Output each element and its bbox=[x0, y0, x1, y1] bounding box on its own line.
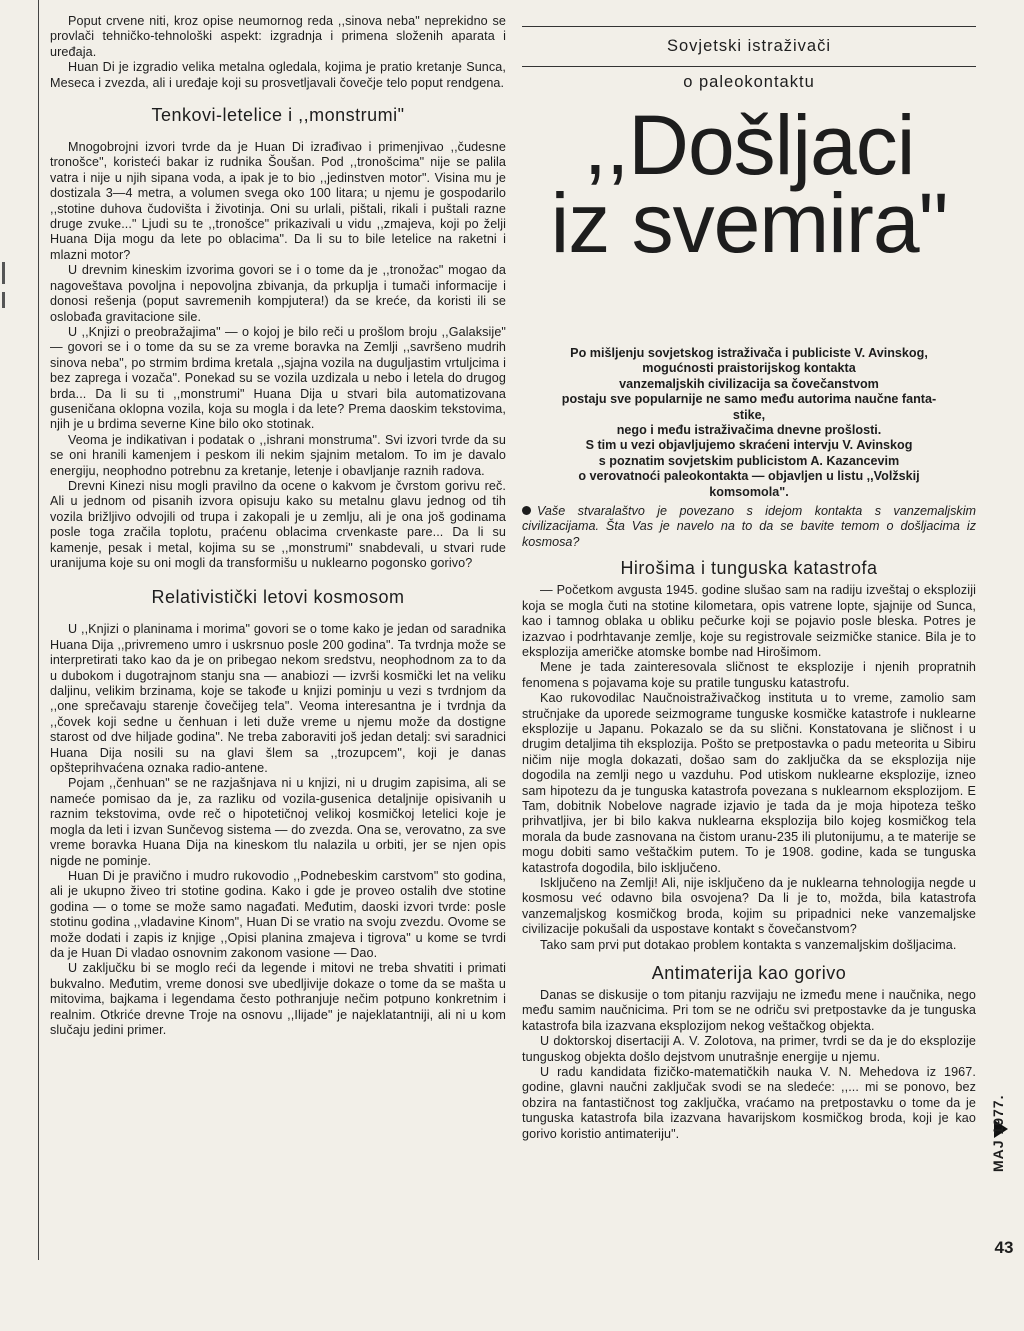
scan-edge-mark bbox=[2, 292, 5, 308]
question-text: Vaše stvaralaštvo je povezano s idejom kontakta s vanzemaljskim civilizacijama. Šta Vas je navelo na to da se bavite temom o došljacima iz kosmosa? bbox=[522, 504, 976, 549]
lead-line: stike, bbox=[732, 407, 766, 422]
paragraph: Poput crvene niti, kroz opise neumornog reda ,,sinova neba" neprekidno se provlači tehničko-tehnološki aspekt: izgradnja i primena složenih aparata i uređaja. bbox=[50, 14, 506, 59]
article-kicker: Sovjetski istraživači bbox=[666, 37, 832, 55]
left-column bbox=[50, 14, 506, 1038]
page-footer-strip bbox=[984, 1000, 1024, 1300]
paragraph: Danas se diskusije o tom pitanju razvijaju ne između mene i naučnika, nego među samim naučnicima. Pri tom se ne odriču svi pretpostavke da je tunguska katastrofa bila izazvana eksplozijom nekog veštačkog objekta. bbox=[522, 988, 976, 1033]
scan-edge-mark bbox=[2, 262, 5, 284]
paragraph: U radu kandidata fizičko-matematičkih nauka V. N. Mehedova iz 1967. godine, glavni naučni zaključak svodi se na sledeće: ,,... mi se ponovo, bez obzira na fantastičnost tog zaključka, vraćamo na pretpostavku o tome da je tunguska katastrofa bila izazvana havarijskom kosmičkog broda, koji je kao gorivo koristio antimateriju". bbox=[522, 1065, 976, 1141]
lead-line: Po mišljenju sovjetskog istraživača i publiciste V. Avinskog, bbox=[570, 346, 928, 360]
section-heading: Relativistički letovi kosmosom bbox=[151, 587, 405, 608]
headline-line: ,,Došljaci bbox=[583, 98, 915, 192]
paragraph: U drevnim kineskim izvorima govori se i o tome da je ,,tronožac" mogao da nagoveštava povoljna i nepovoljna zbivanja, da prkuplja i tumači informacije i donosi rešenja (poput savremenih kompjutera!) da se kreće, da koristi ili se oslobađa gravitacione sile. bbox=[50, 263, 506, 324]
headline-line: iz svemira" bbox=[550, 176, 948, 270]
column-rule bbox=[38, 0, 39, 1260]
paragraph: U doktorskoj disertaciji A. V. Zolotova, na primer, tvrdi se da je do eksplozije tunguskog objekta došlo dejstvom unutrašnje energije u njemu. bbox=[522, 1034, 976, 1064]
lead-line: S tim u vezi objavljujemo skraćeni intervju V. Avinskog bbox=[585, 438, 913, 453]
paragraph: U ,,Knjizi o planinama i morima" govori se o tome kako je jedan od saradnika Huana Dija ,,privremeno umro i uskrsnuo posle 200 godina". Ta tvrdnja može se interpretirati tako kao da je on pribegao nekom sredstvu, neophodnom za to da u dubokom i dugotrajnom stanju sna — anabiozi — izvrši kosmički let na veliku daljinu, velikim brzinama, koje se takođe u knjizi pominju u vezi s tvrdnjom da ,,one sprečavaju starenje čovečijeg tela". Veoma interesantna je i tvrdnja da ,,čovek koji sedne u čenhuan i leti duže vreme u njemu može da dostigne starost od dve hiljade godina". Ne treba zaboraviti još jedan detalj: svi saradnici Huana Dija nosili su na glavi šlem sa ,,trozupcem", koji je danas opšteprihvaćena oznaka radio-antene. bbox=[50, 622, 506, 776]
article-headline bbox=[522, 98, 976, 270]
paragraph: Veoma je indikativan i podatak o ,,ishrani monstruma". Svi izvori tvrde da su se oni hranili kamenjem i peskom ili nekim sjajnim metalom. To im je davalo energiju, neophodno potrebnu za kretanje, letenje i obavljanje raznih radova. bbox=[50, 432, 506, 478]
lead-line: nego i među istraživačima dnevne prošlosti. bbox=[616, 423, 882, 438]
paragraph: Kao rukovodilac Naučnoistraživačkog instituta u to vreme, zamolio sam stručnjake da uporede seizmograme tunguske kosmičke katastrofe i nuklearne eksplozije u Japanu. Pokazalo se da su slični. Konstatovana je sličnost i u drugim detaljima tih eksplozija. Pošto se pretpostavka o padu meteorita u Sibiru ničim nije mogla dokazati, došao sam do zaključka da se eksplozija nije dogodila na zemlji nego u vazduhu. Pod utiskom nuklearne eksplozije, izneo sam hipotezu da je tunguska katastrofa povezana s nuklearnom eksplozijom. E Tam, dobitnik Nobelove nagrade izjavio je tada da je moja hipoteza teško prihvatljiva, jer bi bilo kakva nuklearna eksplozija bilo kojeg kosmičkog tela morala da bude zasnovana na čistom uranu-235 ili plutonijumu, a te materije se mogu dobiti samo veštačkim putem. To je 1908. godine, kada se tunguska katastrofa dogodila, bilo isključeno. bbox=[522, 691, 976, 875]
paragraph: U zaključku bi se moglo reći da legende i mitovi ne treba shvatiti i primati bukvalno. Međutim, vreme donosi sve ubedljivije dokaze o tome da se mašta u mitovima, bajkama i legendama često pothranjuje nečim potpuno konkretnim i realnim. Otkriće drevne Troje na osnovu ,,Ilijade" je najeklatantniji, ali ni u kom slučaju jedini primer. bbox=[50, 961, 506, 1037]
article-kicker-2: o paleokontaktu bbox=[683, 73, 815, 91]
interview-question bbox=[522, 504, 976, 550]
paragraph: Drevni Kinezi nisu mogli pravilno da ocene o kakvom je čvrstom gorivu reč. Ali u jednom od pisanih izvora opisuju kako su metalnu glavu jednog od tih vozila brižljivo odvojili od trupa i zakopali je u zemlju, ali je ona još godinama posle toga zračila toplotu, praćenu oblacima crvenkaste pare... Da li su kamenje, pesak i metal, kojima su se ,,monstrumi" snabdevali, u stvari rude uranijuma koje su oni mogli da transformišu u nuklearno pogonsko gorivo? bbox=[50, 478, 506, 570]
paragraph: Tako sam prvi put dotakao problem kontakta s vanzemaljskim došljacima. bbox=[540, 937, 957, 952]
paragraph: Pojam ,,čenhuan" se ne razjašnjava ni u knjizi, ni u drugim zapisima, ali se nameće pomisao da je, za razliku od vozila-gusenica detaljnije opisivanih u raznim tekstovima, ovde reč o hipotetičnoj velikoj kosmičkoj letelici koje je mogla da leti i izvan Sunčevog sistema — do zvezda. Ona se, verovatno, za sve vreme boravka Huana Dija na kineskom tlu nalazila u orbiti, jer se njen opis nigde ne pominje. bbox=[50, 776, 506, 868]
paragraph: Mene je tada zainteresovala sličnost te eksplozije i njenih propratnih fenomena s pojavama koje su pratile tungusku katastrofu. bbox=[522, 660, 976, 690]
lead-line: postaju sve popularnije ne samo među autorima naučne fanta- bbox=[561, 392, 937, 407]
lead-line: vanzemaljskih civilizacija sa čovečanstvom bbox=[619, 376, 879, 391]
issue-date: MAJ 1977. bbox=[990, 1094, 1006, 1172]
paragraph: Huan Di je pravično i mudro rukovodio ,,Podnebeskim carstvom" sto godina, ali je ukupno živeo tri stotine godina. Kako i gde je proveo ostalih dve stotine godina — o tome se može samo nagađati. Međutim, daoski izvori tvrde: posle stotinu godina ,,vladavine Kinom", Huan Di se vratio na svoju zvezdu. Ovome se može dodati i zapis iz knjige ,,Opisi planina zmajeva i tigrova" u kome se tvrdi da je Huan Di vladao osnovnim zakonom vasione — Dao. bbox=[50, 868, 506, 960]
paragraph: — Početkom avgusta 1945. godine slušao sam na radiju izveštaj o eksploziji koja se mogla čuti na stotine kilometara, opis vatrene lopte, sjajnije od Sunca, kao i tamnog oblaka u obliku pečurke koji se pojavio posle bleska. Potres je izazvao i podrhtavanje zemlje, koje su registrovale seizmičke stanice. Bila je to eksplozija američke atomske bombe nad Hirošimom. bbox=[522, 583, 976, 659]
section-heading: Hirošima i tunguska katastrofa bbox=[620, 558, 878, 579]
bullet-icon bbox=[522, 506, 531, 515]
page-number: 43 bbox=[994, 1238, 1014, 1257]
lead-line: komsomola". bbox=[709, 484, 789, 499]
lead-line: o verovatnoći paleokontakta — objavljen u listu ,,Volžskij bbox=[578, 469, 920, 484]
paragraph: Mnogobrojni izvori tvrde da je Huan Di izrađivao i primenjivao ,,čudesne tronošce", koristeći bakar iz rudnika Šoušan. Pod ,,tronošcima" nije se palila vatra i nije u njih sipana voda, a ipak je to bio ,,jedinstven motor". Visina mu je dostizala 3—4 metra, a volumen svega oko 100 litara; u njemu je gospodarilo ,,stotine duhova čudovišta i životinja. Oni su urlali, pištali, rikali i puštali razne druge zvuke..." Ljudi su te ,,tronošce" prikazivali u vidu ,,zmajeva, koji po želji Huana Dija mogu da lete po oblacima". Da li su to bile letelice na raketni i mlazni motor? bbox=[50, 140, 506, 262]
right-column bbox=[522, 14, 976, 1142]
lead-line: mogućnosti praistorijskog kontakta bbox=[642, 361, 856, 376]
section-heading: Tenkovi-letelice i ,,monstrumi" bbox=[151, 105, 405, 126]
paragraph: Isključeno na Zemlji! Ali, nije isključeno da je nuklearna tehnologija negde u kosmosu već odavno bila osvojena? Da li je to, možda, bila katastrofa vanzemaljskog kosmičkog broda, kojim su pripadnici neke vanzemaljske civilizacije pokušali da uspostave kontakt s čovečanstvom? bbox=[522, 876, 976, 937]
paragraph: U ,,Knjizi o preobražajima" — o kojoj je bilo reči u prošlom broju ,,Galaksije" — govori se i o tome da su se za vreme boravka na Zemlji ,,savršeno mudrih sinova neba", po strmim brdima kretala ,,sjajna vozila na duguljastim vrtuljcima i bez zaprega i vozača". Ponekad su se vozila uzdizala u nebo i letela do drugog brda... Da li su ti ,,monstrumi" Huana Dija u stvari bila automatizovana guseničana oklopna vozila, koja su mogla i da lete? Prema daoskim tekstovima, njih je u brdima severne Kine bilo oko stotinak. bbox=[50, 324, 506, 432]
section-heading: Antimaterija kao gorivo bbox=[651, 963, 847, 984]
article-lead bbox=[522, 346, 976, 500]
lead-line: s poznatim sovjetskim publicistom A. Kazancevim bbox=[598, 453, 900, 468]
paragraph: Huan Di je izgradio velika metalna ogledala, kojima je pratio kretanje Sunca, Meseca i zvezda, ali i uređaje koji su prosvetljavali čovečje telo poput rendgena. bbox=[50, 60, 506, 90]
